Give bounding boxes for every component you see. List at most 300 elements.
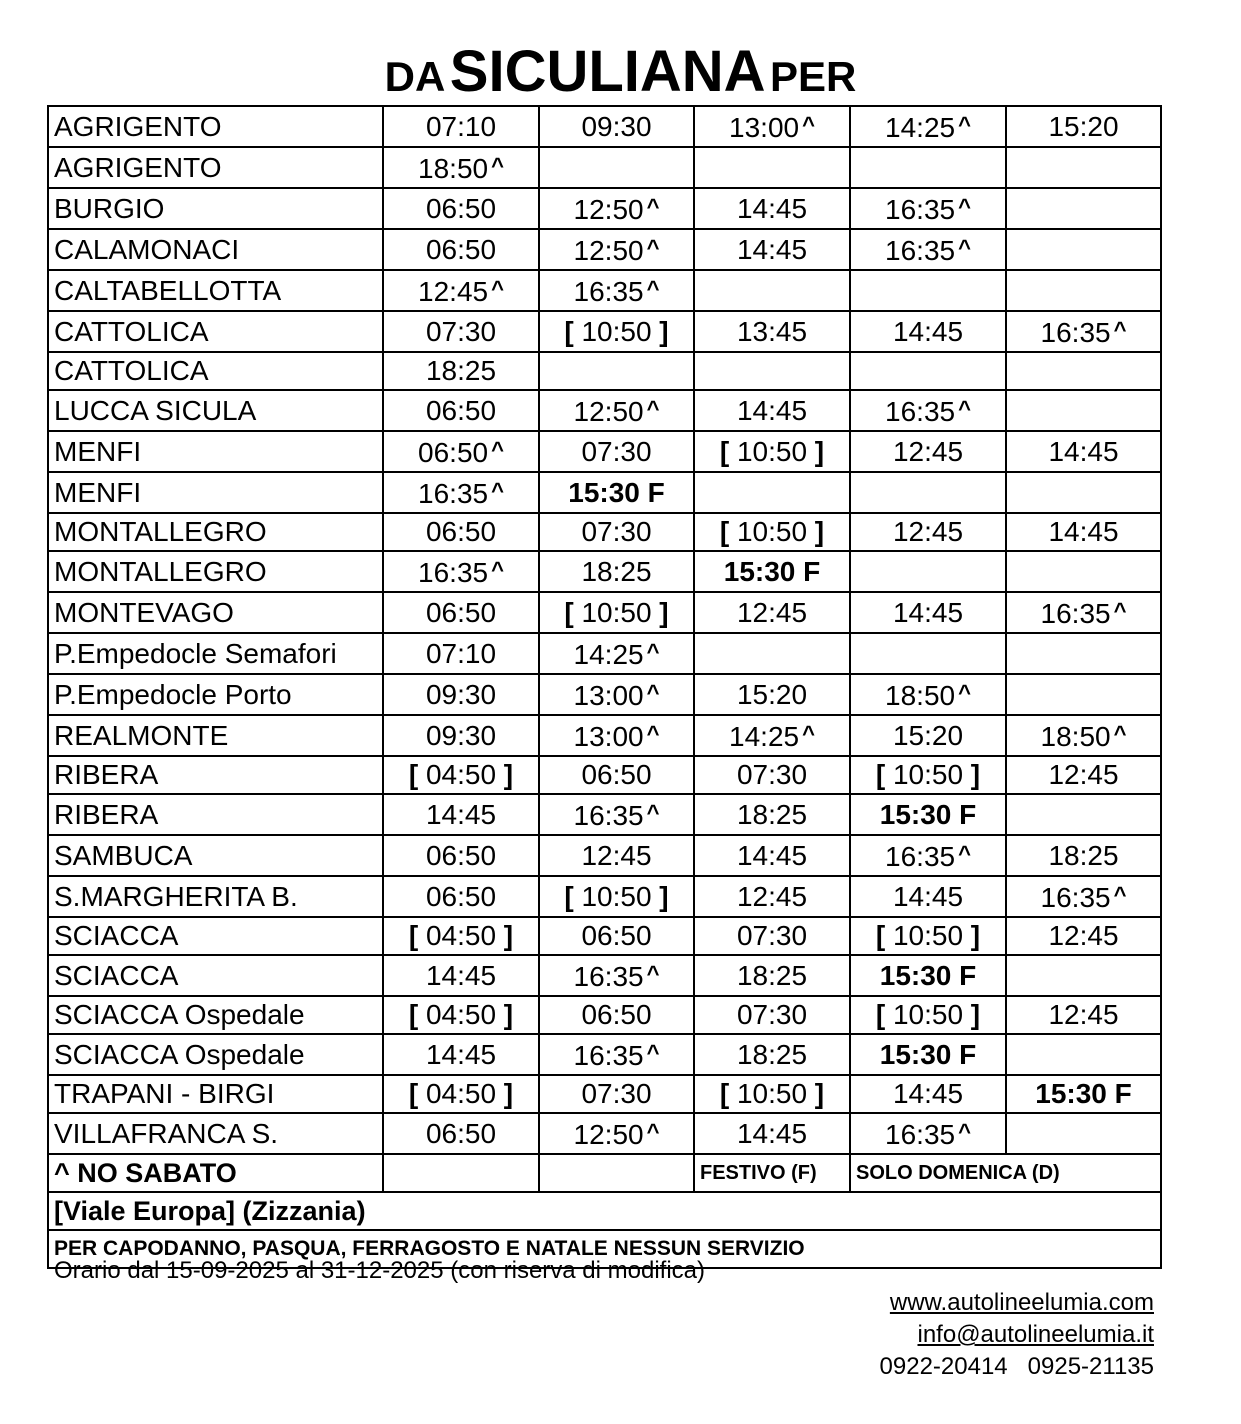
departure-time-cell: [539, 715, 694, 756]
departure-time: 14:45: [425, 798, 497, 830]
departure-time: 06:50: [425, 1117, 497, 1149]
departure-time: 13:00: [573, 680, 644, 711]
departure-time-cell: [694, 229, 850, 270]
departure-time-cell: [539, 1034, 694, 1075]
departure-time-cell: [383, 352, 539, 390]
departure-time: 14:45: [1048, 435, 1119, 467]
departure-time-cell: [850, 674, 1006, 715]
departure-time-cell: [539, 794, 694, 835]
table-row: [48, 996, 1161, 1034]
no-saturday-marker: ^: [646, 235, 660, 260]
departure-time-cell: [383, 876, 539, 917]
departure-time-cell: [850, 311, 1006, 352]
bracket-close: ]: [807, 435, 825, 467]
table-row: [48, 917, 1161, 955]
departure-time: 04:50: [425, 999, 497, 1030]
departure-time-cell: [383, 835, 539, 876]
departure-time-cell: [694, 715, 850, 756]
departure-time: 10:50: [581, 315, 652, 347]
departure-time: 14:25: [573, 639, 644, 670]
bracket-open: [: [408, 920, 426, 951]
bracket-close: ]: [963, 920, 981, 951]
title-origin: SICULIANA: [449, 39, 766, 104]
departure-time: 10:50: [736, 1078, 808, 1109]
no-saturday-marker: ^: [958, 680, 971, 705]
departure-time-cell: [539, 270, 694, 311]
departure-time: 15:30 F: [879, 798, 977, 830]
bracket-close: ]: [496, 999, 514, 1030]
departure-time-cell: [694, 270, 850, 311]
departure-time: 04:50: [425, 759, 497, 790]
departure-time: 10:50: [581, 596, 652, 628]
departure-time-cell: [694, 955, 850, 996]
departure-time-cell: [1006, 835, 1161, 876]
destination-cell: S.MARGHERITA B.: [48, 876, 383, 917]
no-saturday-marker: ^: [646, 721, 660, 746]
table-row: [48, 756, 1161, 794]
bracket-open: [: [408, 1078, 426, 1109]
destination-cell: AGRIGENTO: [48, 147, 383, 188]
departure-time: 07:30: [736, 920, 808, 951]
departure-time: 07:30: [425, 315, 497, 347]
bracket-open: [: [564, 315, 582, 347]
departure-time-cell: [850, 917, 1006, 955]
departure-time-cell: [1006, 592, 1161, 633]
departure-time-cell: [694, 472, 850, 513]
departure-time: 14:45: [425, 1038, 497, 1070]
table-row: [48, 270, 1161, 311]
departure-time: 16:35: [573, 800, 644, 831]
departure-time: 12:50: [573, 1119, 644, 1150]
departure-time-cell: [383, 188, 539, 229]
bracket-open: [: [408, 759, 426, 790]
departure-time-cell: [539, 996, 694, 1034]
departure-time: 14:45: [892, 1078, 964, 1109]
title-suffix: PER: [770, 53, 857, 100]
legend-solo-domenica: SOLO DOMENICA (D): [850, 1154, 1161, 1192]
destination-cell: RIBERA: [48, 756, 383, 794]
no-saturday-marker: ^: [1113, 598, 1127, 623]
departure-time-cell: [539, 756, 694, 794]
departure-time: 15:30 F: [879, 1038, 977, 1070]
no-saturday-marker: ^: [491, 276, 504, 301]
departure-time: 07:30: [736, 999, 808, 1030]
departure-time-cell: [1006, 1075, 1161, 1113]
legend-viale-europa: [Viale Europa] (Zizzania): [48, 1192, 1161, 1230]
departure-time: 16:35: [573, 1040, 644, 1071]
departure-time-cell: [1006, 955, 1161, 996]
departure-time: 15:30 F: [723, 555, 821, 587]
destination-cell: SCIACCA: [48, 917, 383, 955]
departure-time-cell: [383, 551, 539, 592]
departure-time-cell: [694, 1075, 850, 1113]
legend-row: [48, 1192, 1161, 1230]
legend-row: [48, 1154, 1161, 1192]
departure-time: 18:50: [418, 153, 489, 184]
no-saturday-marker: ^: [491, 478, 504, 503]
departure-time-cell: [539, 835, 694, 876]
departure-time: 07:10: [425, 637, 497, 669]
departure-time-cell: [850, 715, 1006, 756]
departure-time: 16:35: [573, 961, 644, 992]
departure-time-cell: [539, 674, 694, 715]
departure-time: 12:45: [418, 276, 489, 307]
no-saturday-marker: ^: [1113, 317, 1127, 342]
departure-time: 15:30 F: [1035, 1078, 1132, 1109]
departure-time: 12:45: [892, 516, 964, 547]
table-row: [48, 633, 1161, 674]
bracket-close: ]: [651, 880, 669, 912]
departure-time: 16:35: [1040, 882, 1111, 913]
timetable-body: [48, 106, 1161, 1154]
departure-time-cell: [1006, 390, 1161, 431]
email-link[interactable]: info@autolineelumia.it: [917, 1321, 1154, 1348]
no-saturday-marker: ^: [646, 961, 660, 986]
bracket-close: ]: [963, 759, 981, 790]
departure-time: 12:45: [736, 596, 808, 628]
bracket-close: ]: [807, 516, 825, 547]
departure-time-cell: [850, 876, 1006, 917]
table-row: [48, 390, 1161, 431]
departure-time: 04:50: [425, 1078, 497, 1109]
departure-time-cell: [850, 431, 1006, 472]
departure-time-cell: [1006, 633, 1161, 674]
departure-time: 12:45: [1048, 759, 1119, 790]
bracket-open: [: [719, 435, 737, 467]
departure-time-cell: [850, 1034, 1006, 1075]
no-saturday-marker: ^: [802, 112, 815, 137]
departure-time: 10:50: [736, 516, 808, 547]
departure-time: 10:50: [892, 999, 964, 1030]
departure-time-cell: [383, 756, 539, 794]
departure-time: 18:25: [425, 355, 497, 386]
departure-time: 10:50: [892, 759, 964, 790]
departure-time: 07:10: [425, 110, 497, 142]
departure-time: 14:45: [425, 959, 497, 991]
departure-time-cell: [694, 996, 850, 1034]
departure-time-cell: [694, 147, 850, 188]
departure-time: 15:30 F: [879, 959, 977, 991]
table-row: [48, 106, 1161, 147]
departure-time: 18:25: [1048, 839, 1119, 871]
departure-time-cell: [1006, 106, 1161, 147]
title-prefix: DA: [384, 53, 446, 100]
bracket-close: ]: [963, 999, 981, 1030]
departure-time-cell: [1006, 513, 1161, 551]
no-saturday-marker: ^: [958, 112, 971, 137]
departure-time: 16:35: [885, 194, 956, 225]
departure-time: 07:30: [581, 516, 652, 547]
destination-cell: MENFI: [48, 472, 383, 513]
departure-time: 12:45: [736, 880, 808, 912]
destination-cell: CATTOLICA: [48, 311, 383, 352]
departure-time: 12:45: [581, 839, 652, 871]
departure-time-cell: [539, 955, 694, 996]
bracket-open: [: [719, 1078, 737, 1109]
no-saturday-marker: ^: [1113, 882, 1127, 907]
departure-time-cell: [383, 106, 539, 147]
departure-time: 13:00: [729, 112, 800, 143]
departure-time: 06:50: [425, 596, 497, 628]
departure-time-cell: [694, 794, 850, 835]
departure-time-cell: [539, 311, 694, 352]
table-row: [48, 352, 1161, 390]
holiday-notice: PER CAPODANNO, PASQUA, FERRAGOSTO E NATALE NESSUN SERVIZIO: [48, 1230, 1161, 1268]
departure-time-cell: [383, 513, 539, 551]
destination-cell: AGRIGENTO: [48, 106, 383, 147]
no-saturday-marker: ^: [646, 639, 660, 664]
departure-time: 14:45: [736, 1117, 808, 1149]
timetable: [47, 105, 1162, 1269]
destination-cell: RIBERA: [48, 794, 383, 835]
departure-time: 13:45: [736, 315, 808, 347]
table-row: [48, 431, 1161, 472]
departure-time: 12:50: [573, 194, 644, 225]
departure-time: 16:35: [885, 396, 956, 427]
departure-time: 18:25: [736, 959, 808, 991]
no-saturday-marker: ^: [491, 437, 504, 462]
no-saturday-marker: ^: [958, 235, 971, 260]
destination-cell: SCIACCA: [48, 955, 383, 996]
departure-time: 16:35: [885, 235, 956, 266]
departure-time: 18:25: [736, 1038, 808, 1070]
bracket-close: ]: [807, 1078, 825, 1109]
departure-time-cell: [850, 551, 1006, 592]
departure-time-cell: [383, 996, 539, 1034]
departure-time-cell: [383, 955, 539, 996]
destination-cell: MONTEVAGO: [48, 592, 383, 633]
website-link[interactable]: www.autolineelumia.com: [889, 1289, 1154, 1316]
departure-time-cell: [539, 1075, 694, 1113]
departure-time-cell: [383, 390, 539, 431]
departure-time: 06:50: [581, 999, 652, 1030]
departure-time-cell: [694, 106, 850, 147]
departure-time: 06:50: [418, 437, 489, 468]
departure-time: 16:35: [1040, 317, 1111, 348]
departure-time-cell: [1006, 1034, 1161, 1075]
no-saturday-marker: ^: [646, 1119, 660, 1144]
departure-time: 10:50: [736, 435, 808, 467]
departure-time-cell: [1006, 270, 1161, 311]
no-saturday-marker: ^: [1113, 721, 1127, 746]
departure-time-cell: [850, 955, 1006, 996]
no-saturday-marker: ^: [491, 153, 504, 178]
departure-time: 16:35: [573, 276, 644, 307]
departure-time-cell: [850, 106, 1006, 147]
timetable-legend: [48, 1154, 1161, 1268]
departure-time: 14:45: [736, 839, 808, 871]
departure-time: 09:30: [425, 719, 497, 751]
departure-time-cell: [383, 229, 539, 270]
departure-time-cell: [694, 1034, 850, 1075]
table-row: [48, 794, 1161, 835]
departure-time: 06:50: [581, 920, 652, 951]
departure-time-cell: [383, 917, 539, 955]
departure-time-cell: [850, 270, 1006, 311]
departure-time-cell: [850, 352, 1006, 390]
departure-time-cell: [1006, 229, 1161, 270]
departure-time-cell: [1006, 352, 1161, 390]
departure-time-cell: [1006, 715, 1161, 756]
departure-time-cell: [850, 794, 1006, 835]
table-row: [48, 311, 1161, 352]
destination-cell: LUCCA SICULA: [48, 390, 383, 431]
no-saturday-marker: ^: [958, 396, 971, 421]
departure-time-cell: [383, 674, 539, 715]
departure-time-cell: [1006, 472, 1161, 513]
departure-time-cell: [850, 756, 1006, 794]
bracket-open: [: [719, 516, 737, 547]
departure-time: 18:25: [736, 798, 808, 830]
departure-time: 18:50: [1040, 721, 1111, 752]
departure-time-cell: [1006, 876, 1161, 917]
departure-time-cell: [694, 835, 850, 876]
bracket-open: [: [875, 999, 893, 1030]
departure-time-cell: [694, 188, 850, 229]
departure-time-cell: [383, 1034, 539, 1075]
table-row: [48, 188, 1161, 229]
departure-time-cell: [383, 311, 539, 352]
departure-time-cell: [1006, 674, 1161, 715]
destination-cell: TRAPANI - BIRGI: [48, 1075, 383, 1113]
no-saturday-marker: ^: [802, 721, 815, 746]
bracket-open: [: [564, 596, 582, 628]
departure-time: 06:50: [425, 839, 497, 871]
departure-time-cell: [539, 390, 694, 431]
table-row: [48, 147, 1161, 188]
departure-time: 12:45: [1048, 999, 1119, 1030]
no-saturday-marker: ^: [646, 276, 660, 301]
departure-time-cell: [1006, 551, 1161, 592]
table-row: [48, 955, 1161, 996]
departure-time: 14:45: [736, 394, 808, 426]
table-row: [48, 835, 1161, 876]
departure-time: 14:45: [736, 233, 808, 265]
departure-time-cell: [1006, 917, 1161, 955]
departure-time-cell: [694, 876, 850, 917]
departure-time-cell: [383, 715, 539, 756]
departure-time-cell: [694, 431, 850, 472]
departure-time: 04:50: [425, 920, 497, 951]
departure-time: 06:50: [581, 759, 652, 790]
departure-time-cell: [850, 513, 1006, 551]
departure-time: 06:50: [425, 394, 497, 426]
no-saturday-marker: ^: [646, 680, 660, 705]
departure-time: 15:20: [1048, 110, 1119, 142]
departure-time-cell: [850, 835, 1006, 876]
table-row: [48, 592, 1161, 633]
departure-time: 16:35: [885, 841, 956, 872]
departure-time-cell: [1006, 1113, 1161, 1154]
departure-time-cell: [383, 592, 539, 633]
departure-time-cell: [383, 270, 539, 311]
legend-festivo: FESTIVO (F): [694, 1154, 850, 1192]
bracket-open: [: [875, 759, 893, 790]
departure-time: 06:50: [425, 880, 497, 912]
destination-cell: SCIACCA Ospedale: [48, 996, 383, 1034]
departure-time-cell: [1006, 431, 1161, 472]
departure-time-cell: [539, 592, 694, 633]
departure-time-cell: [383, 1075, 539, 1113]
bracket-close: ]: [496, 1078, 514, 1109]
departure-time-cell: [539, 472, 694, 513]
no-saturday-marker: ^: [646, 396, 660, 421]
departure-time-cell: [383, 1113, 539, 1154]
departure-time-cell: [1006, 147, 1161, 188]
departure-time: 12:50: [573, 396, 644, 427]
departure-time: 09:30: [581, 110, 652, 142]
departure-time: 13:00: [573, 721, 644, 752]
departure-time: 06:50: [425, 516, 497, 547]
departure-time-cell: [383, 794, 539, 835]
departure-time-cell: [694, 1113, 850, 1154]
departure-time: 18:50: [885, 680, 956, 711]
destination-cell: REALMONTE: [48, 715, 383, 756]
departure-time-cell: [539, 876, 694, 917]
validity-note: Orario dal 15-09-2025 al 31-12-2025 (con riserva di modifica): [54, 1257, 705, 1284]
departure-time-cell: [694, 352, 850, 390]
bracket-open: [: [408, 999, 426, 1030]
departure-time-cell: [694, 674, 850, 715]
destination-cell: MONTALLEGRO: [48, 551, 383, 592]
departure-time-cell: [539, 551, 694, 592]
departure-time: 14:25: [729, 721, 800, 752]
departure-time-cell: [694, 390, 850, 431]
departure-time-cell: [539, 147, 694, 188]
destination-cell: VILLAFRANCA S.: [48, 1113, 383, 1154]
departure-time-cell: [850, 472, 1006, 513]
departure-time-cell: [1006, 794, 1161, 835]
destination-cell: P.Empedocle Semafori: [48, 633, 383, 674]
departure-time: 10:50: [581, 880, 652, 912]
departure-time: 14:45: [892, 596, 964, 628]
departure-time-cell: [1006, 996, 1161, 1034]
no-saturday-marker: ^: [646, 194, 660, 219]
departure-time: 06:50: [425, 233, 497, 265]
departure-time: 07:30: [736, 759, 808, 790]
bracket-close: ]: [651, 596, 669, 628]
destination-cell: MONTALLEGRO: [48, 513, 383, 551]
destination-cell: CALTABELLOTTA: [48, 270, 383, 311]
table-row: [48, 513, 1161, 551]
departure-time-cell: [383, 472, 539, 513]
table-row: [48, 472, 1161, 513]
table-row: [48, 876, 1161, 917]
departure-time-cell: [850, 1075, 1006, 1113]
departure-time: 12:45: [1048, 920, 1119, 951]
table-row: [48, 1075, 1161, 1113]
departure-time-cell: [383, 633, 539, 674]
destination-cell: MENFI: [48, 431, 383, 472]
departure-time-cell: [539, 106, 694, 147]
departure-time-cell: [539, 917, 694, 955]
departure-time-cell: [850, 633, 1006, 674]
departure-time: 12:45: [892, 435, 964, 467]
departure-time-cell: [694, 551, 850, 592]
no-saturday-marker: ^: [491, 557, 504, 582]
table-row: [48, 715, 1161, 756]
destination-cell: CATTOLICA: [48, 352, 383, 390]
departure-time-cell: [850, 592, 1006, 633]
destination-cell: BURGIO: [48, 188, 383, 229]
page-title: [0, 38, 1241, 105]
departure-time-cell: [539, 513, 694, 551]
departure-time: 10:50: [892, 920, 964, 951]
table-row: [48, 229, 1161, 270]
departure-time: 15:30 F: [568, 476, 665, 508]
departure-time-cell: [850, 390, 1006, 431]
departure-time: 06:50: [425, 192, 497, 224]
